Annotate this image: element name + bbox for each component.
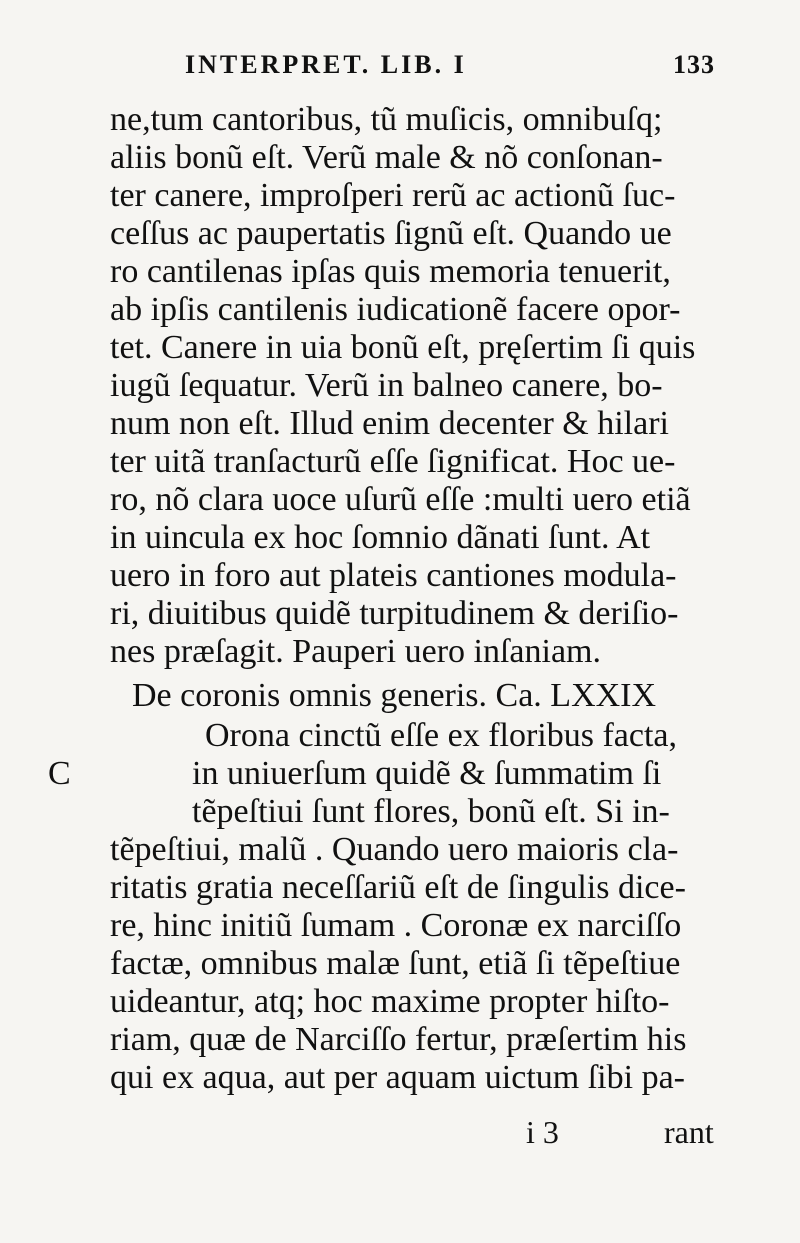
page-number: 133 bbox=[673, 50, 715, 79]
text-line: ne,tum cantoribus, tũ muſicis, omnibuſq; bbox=[110, 101, 663, 138]
drop-capital: C bbox=[48, 755, 71, 792]
text-line: in uincula ex hoc ſomnio dãnati ſunt. At bbox=[110, 519, 651, 556]
signature-mark: i 3 bbox=[526, 1114, 559, 1150]
text-line: aliis bonũ eſt. Verũ male & nõ conſonan- bbox=[110, 139, 663, 176]
text-line: ter uitã tranſacturũ eſſe ſignificat. Hoc ue- bbox=[110, 443, 676, 480]
text-line: re, hinc initiũ ſumam . Coronæ ex narciſſo bbox=[110, 907, 682, 944]
catchword: rant bbox=[664, 1114, 714, 1150]
text-line: uero in foro aut plateis cantiones modula- bbox=[110, 557, 677, 594]
text-line: ro, nõ clara uoce uſurũ eſſe :multi uero etiã bbox=[110, 481, 691, 518]
text-line: riam, quæ de Narciſſo fertur, præſertim his bbox=[110, 1021, 687, 1058]
text-line: uideantur, atq; hoc maxime propter hiſto- bbox=[110, 983, 670, 1020]
text-line: tet. Canere in uia bonũ eſt, pręſertim ſi quis bbox=[110, 329, 696, 366]
text-line: factæ, omnibus malæ ſunt, etiã ſi tẽpeſtiue bbox=[110, 945, 681, 982]
text-line: ritatis gratia neceſſariũ eſt de ſingulis dice- bbox=[110, 869, 686, 906]
text-line: in uniuerſum quidẽ & ſummatim ſi bbox=[192, 755, 662, 792]
text-line: ter canere, improſperi rerũ ac actionũ ſuc- bbox=[110, 177, 676, 214]
text-line: ab ipſis cantilenis iudicationẽ facere opor- bbox=[110, 291, 681, 328]
running-title: INTERPRET. LIB. I bbox=[185, 50, 467, 79]
text-line: tẽpeſtiui ſunt flores, bonũ eſt. Si in- bbox=[192, 793, 670, 830]
text-line: ceſſus ac paupertatis ſignũ eſt. Quando ue bbox=[110, 215, 672, 252]
text-line: Orona cinctũ eſſe ex floribus facta, bbox=[205, 717, 678, 754]
text-line: iugũ ſequatur. Verũ in balneo canere, bo- bbox=[110, 367, 663, 404]
text-line: ri, diuitibus quidẽ turpitudinem & deriſio- bbox=[110, 595, 679, 632]
text-line: ro cantilenas ipſas quis memoria tenuerit, bbox=[110, 253, 671, 290]
page-header bbox=[185, 50, 715, 84]
text-line: qui ex aqua, aut per aquam uictum ſibi pa- bbox=[110, 1059, 685, 1096]
text-line: tẽpeſtiui, malũ . Quando uero maioris cla- bbox=[110, 831, 679, 868]
chapter-heading: De coronis omnis generis. Ca. LXXIX bbox=[132, 677, 657, 714]
text-line: nes præſagit. Pauperi uero inſaniam. bbox=[110, 633, 601, 670]
text-line: num non eſt. Illud enim decenter & hilari bbox=[110, 405, 669, 442]
